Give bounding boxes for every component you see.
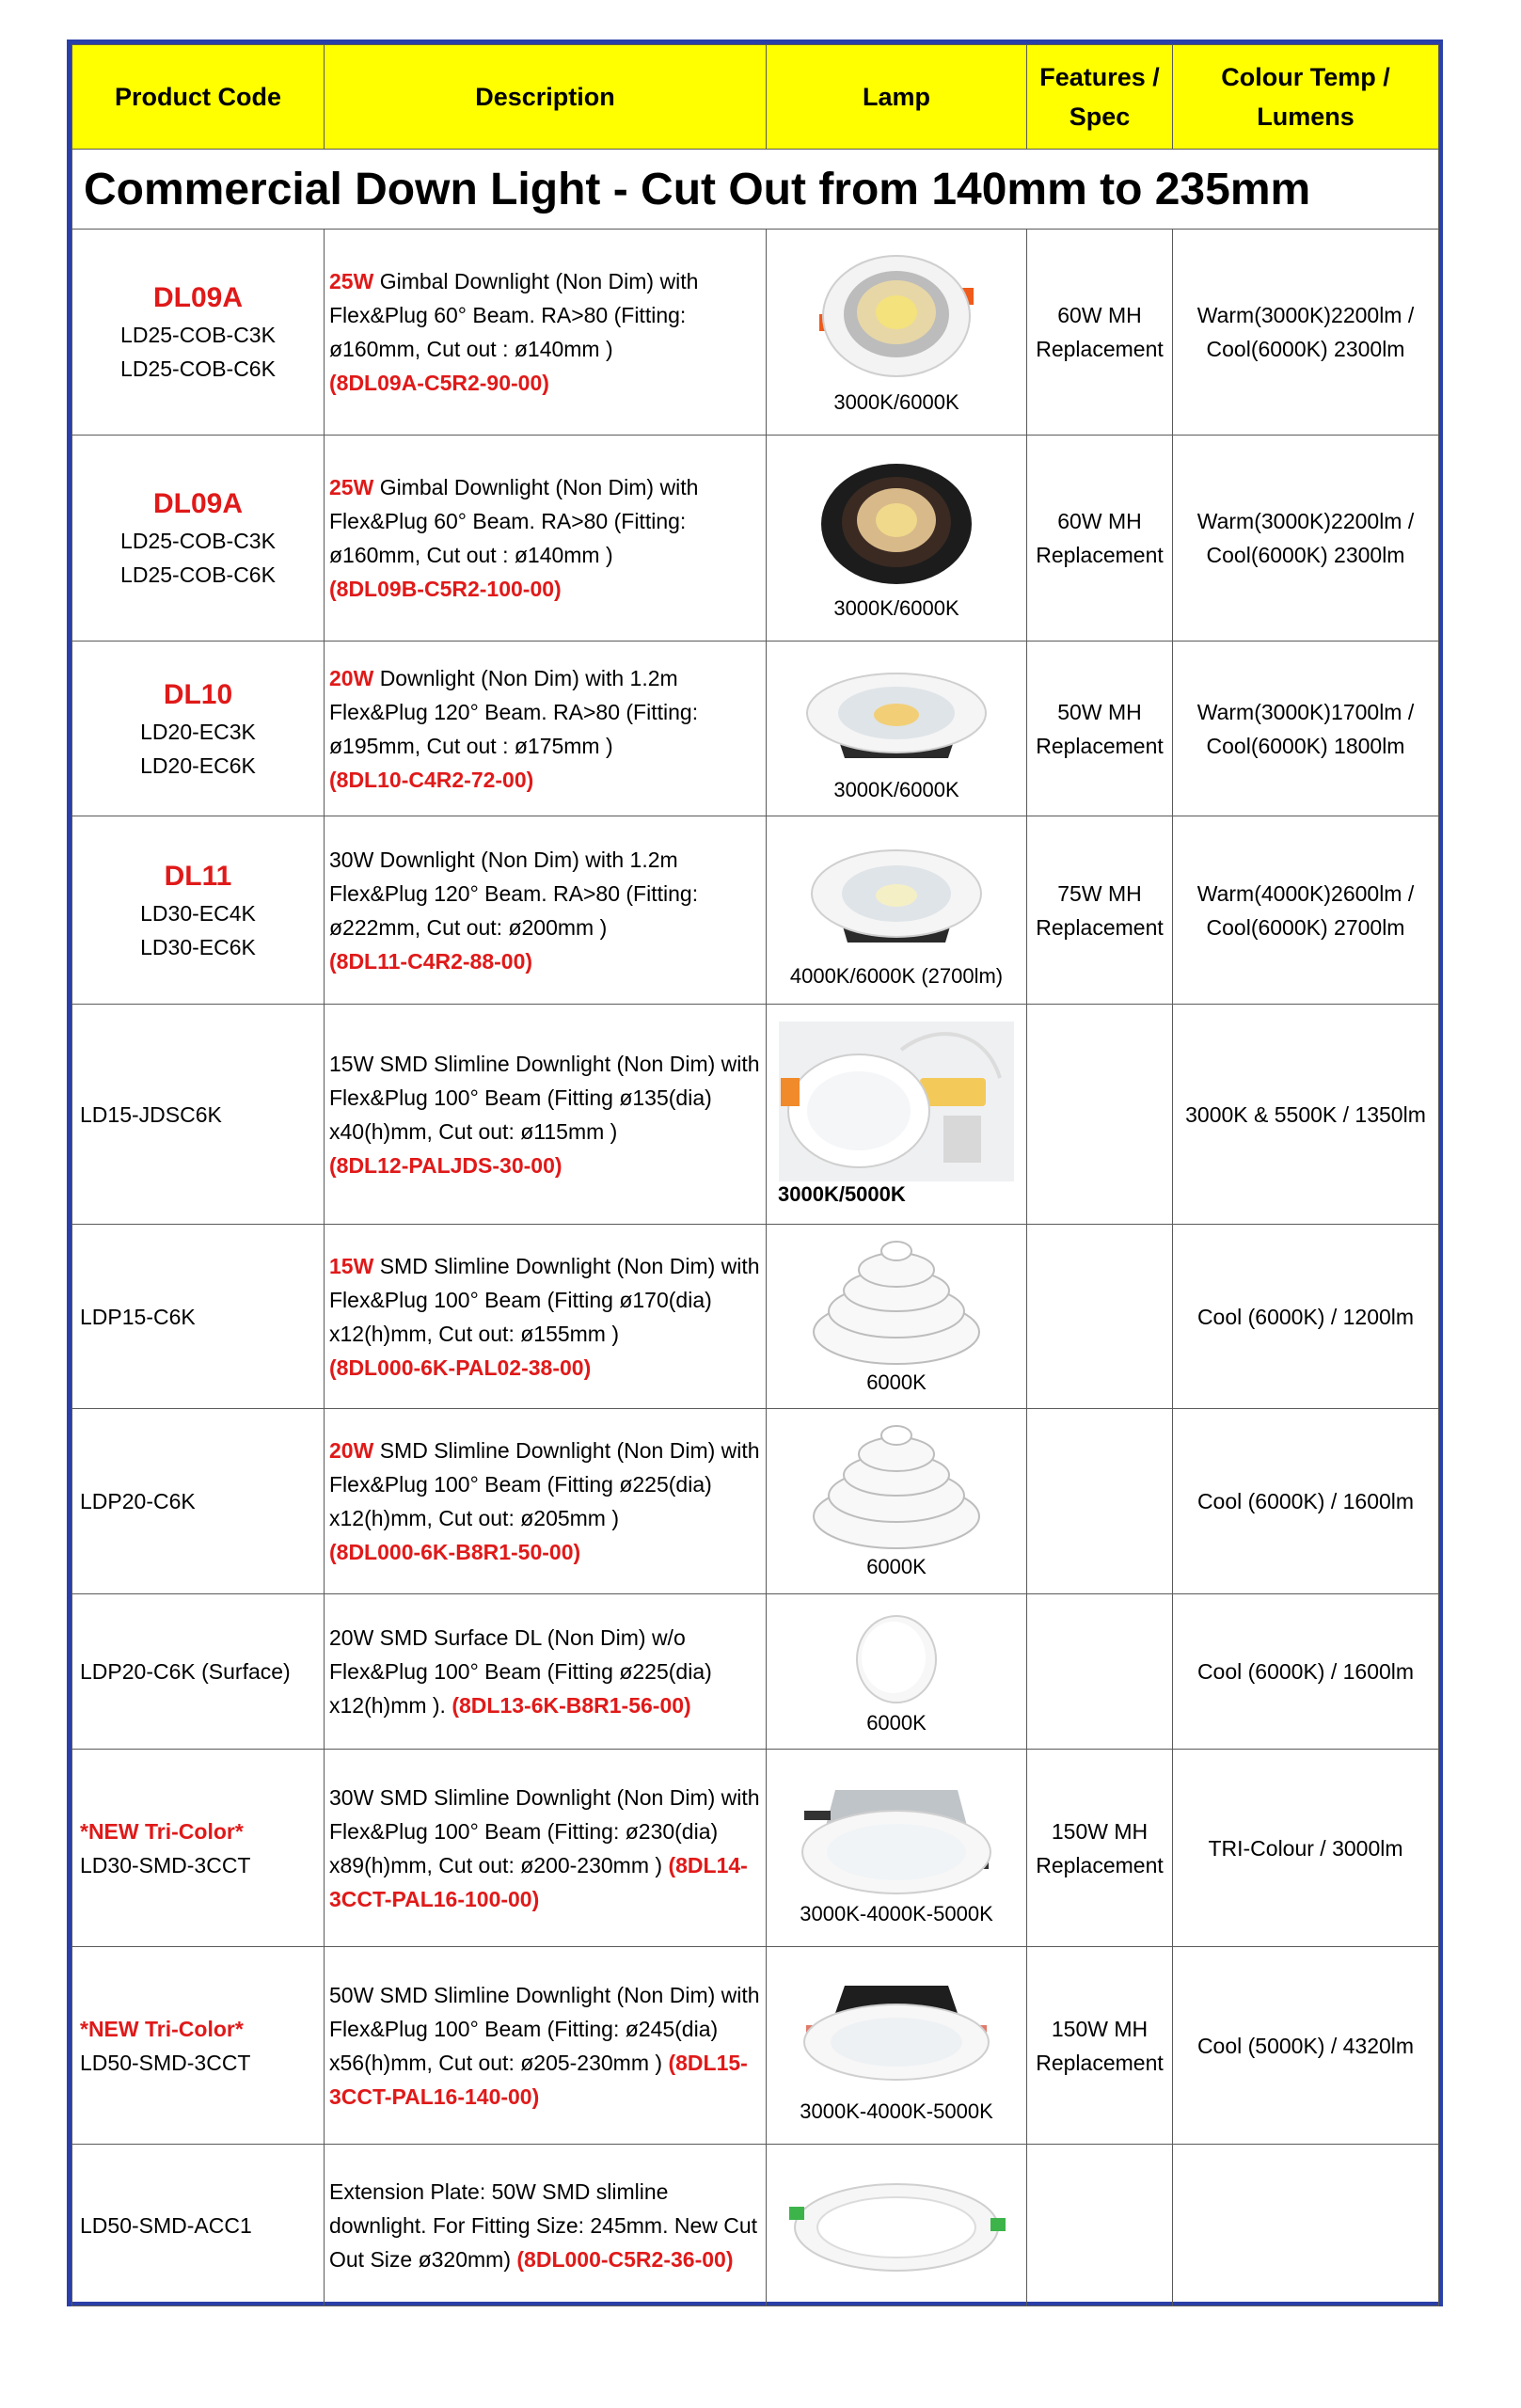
description-text: 30W Downlight (Non Dim) with 1.2m Flex&Plug 120° Beam. RA>80 (Fitting: ø222mm, Cut out: ø200mm ) <box>329 847 699 940</box>
lamp-caption: 3000K/6000K <box>833 596 959 620</box>
product-code-cell <box>72 1409 325 1594</box>
description-text: 50W SMD Slimline Downlight (Non Dim) with Flex&Plug 100° Beam (Fitting: ø245(dia) x56(h)mm, Cut out: ø205-230mm ) <box>329 1982 760 2075</box>
description-cell <box>325 1947 767 2145</box>
description-text: SMD Slimline Downlight (Non Dim) with Flex&Plug 100° Beam (Fitting ø170(dia) x12(h)mm, Cut out: ø155mm ) <box>329 1253 760 1346</box>
page-frame <box>67 40 1443 2306</box>
order-code: (8DL13-6K-B8R1-56-00) <box>452 1693 691 1718</box>
extension-plate-ring-icon <box>784 2169 1009 2282</box>
product-row <box>72 1409 1439 1594</box>
product-code: LDP20-C6K <box>80 1489 196 1513</box>
product-code-cell <box>72 436 325 642</box>
colour-temp-cell: Cool (6000K) / 1200lm <box>1173 1225 1439 1409</box>
product-row <box>72 2145 1439 2306</box>
description-text: Gimbal Downlight (Non Dim) with Flex&Plug 60° Beam. RA>80 (Fitting: ø160mm, Cut out : ø140mm ) <box>329 475 699 567</box>
features-cell: 150W MH Replacement <box>1027 1750 1173 1947</box>
stacked-panel-downlights-icon <box>807 1422 986 1554</box>
model-name: DL10 <box>163 678 233 710</box>
features-cell: 60W MH Replacement <box>1027 230 1173 436</box>
product-code-cell <box>72 1947 325 2145</box>
description-text: Gimbal Downlight (Non Dim) with Flex&Plug 60° Beam. RA>80 (Fitting: ø160mm, Cut out : ø140mm ) <box>329 269 699 361</box>
colour-temp-cell: Warm(3000K)2200lm / Cool(6000K) 2300lm <box>1173 436 1439 642</box>
cob-downlight-icon <box>802 832 990 963</box>
description-text: 15W SMD Slimline Downlight (Non Dim) with Flex&Plug 100° Beam (Fitting ø135(dia) x40(h)mm, Cut out: ø115mm ) <box>329 1051 760 1144</box>
product-code-cell <box>72 1594 325 1750</box>
gimbal-downlight-black-icon <box>802 454 990 595</box>
description-text: SMD Slimline Downlight (Non Dim) with Flex&Plug 100° Beam (Fitting ø225(dia) x12(h)mm, Cut out: ø205mm ) <box>329 1438 760 1530</box>
product-row <box>72 230 1439 436</box>
description-cell <box>325 1409 767 1594</box>
lamp-caption: 6000K <box>866 1370 927 1394</box>
product-code: LDP15-C6K <box>80 1304 196 1329</box>
lamp-cell <box>767 436 1027 642</box>
colour-temp-cell <box>1173 2145 1439 2306</box>
header-lamp: Lamp <box>767 45 1027 150</box>
section-title: Commercial Down Light - Cut Out from 140mm to 235mm <box>72 150 1439 230</box>
lamp-caption: 3000K/6000K <box>833 390 959 414</box>
description-cell <box>325 1750 767 1947</box>
description-cell <box>325 642 767 816</box>
order-code: (8DL10-C4R2-72-00) <box>329 767 534 792</box>
header-row <box>72 45 1439 150</box>
colour-temp-cell: Cool (5000K) / 4320lm <box>1173 1947 1439 2145</box>
features-cell: 60W MH Replacement <box>1027 436 1173 642</box>
lamp-cell <box>767 1225 1027 1409</box>
features-cell <box>1027 1225 1173 1409</box>
product-row <box>72 642 1439 816</box>
lamp-cell <box>767 1005 1027 1225</box>
model-name: DL11 <box>164 860 232 892</box>
stacked-panel-downlights-icon <box>807 1238 986 1370</box>
product-code: LD30-SMD-3CCT <box>80 1852 251 1877</box>
product-code-cell <box>72 1005 325 1225</box>
product-row <box>72 1594 1439 1750</box>
product-code: LD25-COB-C3K <box>120 323 276 347</box>
product-code-cell <box>72 230 325 436</box>
features-cell <box>1027 1005 1173 1225</box>
order-code: (8DL000-6K-PAL02-38-00) <box>329 1354 592 1380</box>
features-cell <box>1027 1594 1173 1750</box>
header-description: Description <box>325 45 767 150</box>
product-code: LDP20-C6K (Surface) <box>80 1659 291 1684</box>
colour-temp-cell: TRI-Colour / 3000lm <box>1173 1750 1439 1947</box>
product-row <box>72 1750 1439 1947</box>
wattage-highlight: 20W <box>329 665 374 690</box>
product-code-cell <box>72 2145 325 2306</box>
lamp-caption: 3000K-4000K-5000K <box>800 1901 993 1925</box>
wattage-highlight: 25W <box>329 269 374 293</box>
product-code: LD15-JDSC6K <box>80 1101 222 1127</box>
gimbal-downlight-white-icon <box>802 248 990 389</box>
product-code: LD25-COB-C6K <box>120 356 276 381</box>
product-row <box>72 1005 1439 1225</box>
product-row <box>72 816 1439 1005</box>
features-cell: 150W MH Replacement <box>1027 1947 1173 2145</box>
description-cell <box>325 436 767 642</box>
description-cell <box>325 816 767 1005</box>
order-code: (8DL14-3CCT-PAL16-100-00) <box>329 1852 748 1911</box>
header-features: Features / Spec <box>1027 45 1173 150</box>
order-code: (8DL000-C5R2-36-00) <box>516 2246 734 2272</box>
description-cell <box>325 2145 767 2306</box>
lamp-caption: 6000K <box>866 1711 927 1735</box>
description-text: Extension Plate: 50W SMD slimline downlight. For Fitting Size: 245mm. New Cut Out Size ø320mm) <box>329 2178 758 2272</box>
lamp-cell <box>767 1594 1027 1750</box>
product-code-cell <box>72 1225 325 1409</box>
description-text: 20W SMD Surface DL (Non Dim) w/o Flex&Plug 100° Beam (Fitting ø225(dia) x12(h)mm ). <box>329 1625 712 1718</box>
product-code: LD20-EC3K <box>140 719 256 744</box>
product-row <box>72 1947 1439 2145</box>
wattage-highlight: 20W <box>329 1438 374 1463</box>
description-text: 30W SMD Slimline Downlight (Non Dim) with Flex&Plug 100° Beam (Fitting: ø230(dia) x89(h)mm, Cut out: ø200-230mm ) <box>329 1784 760 1877</box>
lamp-cell <box>767 1947 1027 2145</box>
lamp-caption: 3000K/6000K <box>833 777 959 801</box>
product-code: LD50-SMD-ACC1 <box>80 2212 252 2238</box>
description-cell <box>325 1225 767 1409</box>
product-code: LD25-COB-C3K <box>120 529 276 553</box>
header-colour-temp: Colour Temp / Lumens <box>1173 45 1439 150</box>
colour-temp-cell: Warm(3000K)2200lm / Cool(6000K) 2300lm <box>1173 230 1439 436</box>
product-code: LD25-COB-C6K <box>120 562 276 587</box>
colour-temp-cell: 3000K & 5500K / 1350lm <box>1173 1005 1439 1225</box>
lamp-caption: 6000K <box>866 1555 927 1578</box>
product-code: LD50-SMD-3CCT <box>80 2050 251 2075</box>
colour-temp-cell: Cool (6000K) / 1600lm <box>1173 1594 1439 1750</box>
surface-downlight-icon <box>845 1607 948 1710</box>
lamp-cell <box>767 1750 1027 1947</box>
product-code-cell <box>72 642 325 816</box>
lamp-caption: 3000K-4000K-5000K <box>800 2099 993 2123</box>
order-code: (8DL11-C4R2-88-00) <box>329 948 533 974</box>
model-name: DL09A <box>152 282 244 313</box>
order-code: (8DL09A-C5R2-90-00) <box>329 371 549 395</box>
product-row <box>72 436 1439 642</box>
features-cell <box>1027 2145 1173 2306</box>
features-cell: 75W MH Replacement <box>1027 816 1173 1005</box>
order-code: (8DL12-PALJDS-30-00) <box>329 1152 562 1178</box>
description-text: Downlight (Non Dim) with 1.2m Flex&Plug 120° Beam. RA>80 (Fitting: ø195mm, Cut out : ø175mm ) <box>329 665 699 758</box>
description-cell <box>325 230 767 436</box>
order-code: (8DL000-6K-B8R1-50-00) <box>329 1540 581 1564</box>
slimline-downlight-with-driver-icon <box>779 1022 1014 1181</box>
features-cell <box>1027 1409 1173 1594</box>
description-cell <box>325 1005 767 1225</box>
colour-temp-cell: Warm(3000K)1700lm / Cool(6000K) 1800lm <box>1173 642 1439 816</box>
product-code: LD20-EC6K <box>140 752 256 778</box>
lamp-cell <box>767 2145 1027 2306</box>
colour-temp-cell: Cool (6000K) / 1600lm <box>1173 1409 1439 1594</box>
colour-temp-cell: Warm(4000K)2600lm / Cool(6000K) 2700lm <box>1173 816 1439 1005</box>
product-table <box>71 44 1439 2306</box>
features-cell: 50W MH Replacement <box>1027 642 1173 816</box>
cob-downlight-icon <box>798 655 995 777</box>
lamp-cell <box>767 1409 1027 1594</box>
product-code: LD30-EC6K <box>140 934 256 959</box>
lamp-cell <box>767 230 1027 436</box>
model-name: DL09A <box>152 488 244 519</box>
wattage-highlight: 15W <box>329 1253 374 1278</box>
wattage-highlight: 25W <box>329 475 374 499</box>
product-code: LD30-EC4K <box>140 900 256 926</box>
tri-colour-downlight-icon <box>793 1769 1000 1901</box>
lamp-cell <box>767 816 1027 1005</box>
tri-colour-downlight-black-icon <box>793 1967 1000 2099</box>
description-cell <box>325 1594 767 1750</box>
product-code-cell <box>72 816 325 1005</box>
lamp-caption: 3000K/5000K <box>778 1181 906 1206</box>
lamp-caption: 4000K/6000K (2700lm) <box>789 963 1004 988</box>
product-row <box>72 1225 1439 1409</box>
order-code: (8DL09B-C5R2-100-00) <box>329 577 562 601</box>
new-tri-color-badge: *NEW Tri-Color* <box>80 2016 244 2041</box>
lamp-cell <box>767 642 1027 816</box>
header-product-code: Product Code <box>72 45 325 150</box>
product-code-cell <box>72 1750 325 1947</box>
order-code: (8DL15-3CCT-PAL16-140-00) <box>329 2050 748 2109</box>
new-tri-color-badge: *NEW Tri-Color* <box>80 1818 244 1844</box>
